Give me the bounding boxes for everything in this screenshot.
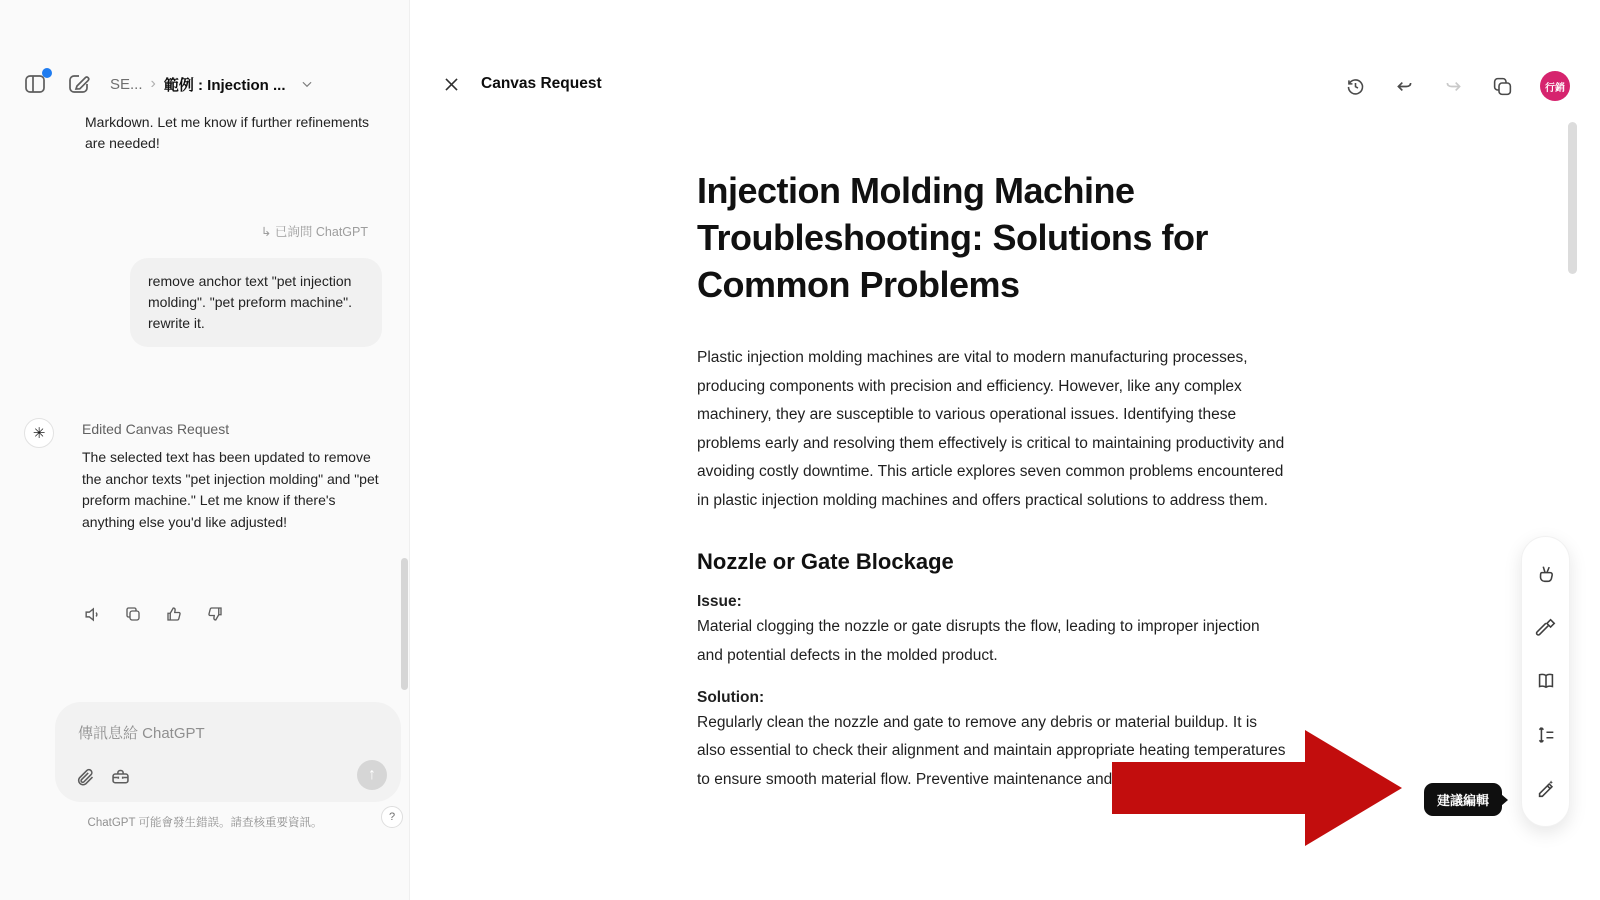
close-canvas-icon[interactable]	[440, 73, 462, 95]
sidebar-header	[0, 62, 410, 106]
message-composer[interactable]	[55, 702, 401, 802]
asked-chatgpt-label: ↳ 已詢問 ChatGPT	[260, 225, 368, 239]
canvas-document[interactable]	[697, 168, 1289, 794]
suggest-edits-tooltip: 建議編輯	[1424, 783, 1502, 816]
canvas-title: Canvas Request	[481, 75, 602, 92]
reading-level-icon[interactable]	[1534, 669, 1558, 693]
composer-placeholder[interactable]: 傳訊息給 ChatGPT	[78, 725, 205, 742]
chat-sidebar	[0, 0, 410, 900]
issue-text: Material clogging the nozzle or gate disrupts the flow, leading to improper injection and potential defects in the molded product.	[697, 618, 1260, 664]
canvas-header	[411, 62, 1600, 106]
final-polish-icon[interactable]	[1534, 616, 1558, 640]
user-message-bubble: remove anchor text "pet injection molding". "pet preform machine". rewrite it.	[130, 258, 382, 347]
solution-label: Solution:	[697, 688, 765, 706]
copy-canvas-icon[interactable]	[1491, 75, 1513, 97]
openai-logo-icon: ✳	[24, 418, 54, 448]
breadcrumb-conversation-title[interactable]: 範例 : Injection ...	[163, 76, 286, 94]
document-title: Injection Molding Machine Troubleshooting: Solutions for Common Problems	[697, 170, 1208, 305]
message-actions	[82, 604, 225, 624]
tooltip-caret	[1501, 794, 1508, 806]
breadcrumb-project[interactable]: SE...	[110, 75, 143, 93]
sidebar-scrollbar[interactable]	[401, 558, 408, 690]
notification-dot	[42, 68, 52, 78]
disclaimer-text: ChatGPT 可能會發生錯誤。請查核重要資訊。	[87, 817, 323, 829]
new-chat-icon[interactable]	[66, 71, 92, 97]
issue-label: Issue:	[697, 593, 742, 611]
redo-icon[interactable]	[1442, 75, 1464, 97]
add-emojis-icon[interactable]	[1534, 562, 1558, 586]
thumbs-up-icon[interactable]	[164, 604, 184, 624]
assistant-previous-message: Markdown. Let me know if further refinements are needed!	[85, 114, 370, 151]
account-avatar[interactable]: 行銷	[1540, 71, 1570, 101]
assistant-message-body: The selected text has been updated to remove the anchor texts "pet injection molding" and "pet preform machine." Let me know if there's anything else you'd like adjusted!	[82, 449, 379, 531]
chevron-down-icon[interactable]	[300, 77, 314, 91]
annotation-arrow	[1112, 726, 1408, 850]
send-button[interactable]: ↑	[357, 760, 387, 790]
suggest-edits-icon[interactable]	[1534, 777, 1558, 801]
thumbs-down-icon[interactable]	[205, 604, 225, 624]
solution-text: Regularly clean the nozzle and gate to remove any debris or material buildup. It is also essential to check their alignment and maintain appropriate heating temperatures to ensure smooth material flow. Preventive maintenance and	[697, 713, 1286, 788]
tools-icon[interactable]	[110, 767, 131, 788]
undo-icon[interactable]	[1393, 75, 1415, 97]
sidebar-toggle-icon[interactable]	[22, 71, 48, 97]
document-intro: Plastic injection molding machines are vital to modern manufacturing processes, producing components with precision and efficiency. However, like any complex machinery, they are susceptible to various operational issues. Identifying these problems early and resolving them effectively is critical to maintaining productivity and avoiding costly downtime. This article explores seven common problems encountered in plastic injection molding machines and offers practical solutions to address them.	[697, 349, 1285, 509]
read-aloud-icon[interactable]	[82, 604, 102, 624]
assistant-message-title: Edited Canvas Request	[82, 421, 230, 437]
copy-icon[interactable]	[123, 604, 143, 624]
section-heading: Nozzle or Gate Blockage	[697, 549, 954, 575]
canvas-scrollbar[interactable]	[1568, 122, 1577, 274]
version-history-icon[interactable]	[1344, 75, 1366, 97]
canvas-shortcuts-toolbar	[1521, 536, 1570, 827]
adjust-length-icon[interactable]	[1534, 723, 1558, 747]
reply-arrow-icon: ↳	[260, 225, 272, 239]
breadcrumb-separator-icon: ›	[150, 75, 156, 92]
help-button[interactable]: ?	[381, 806, 403, 828]
attach-file-icon[interactable]	[75, 767, 96, 788]
